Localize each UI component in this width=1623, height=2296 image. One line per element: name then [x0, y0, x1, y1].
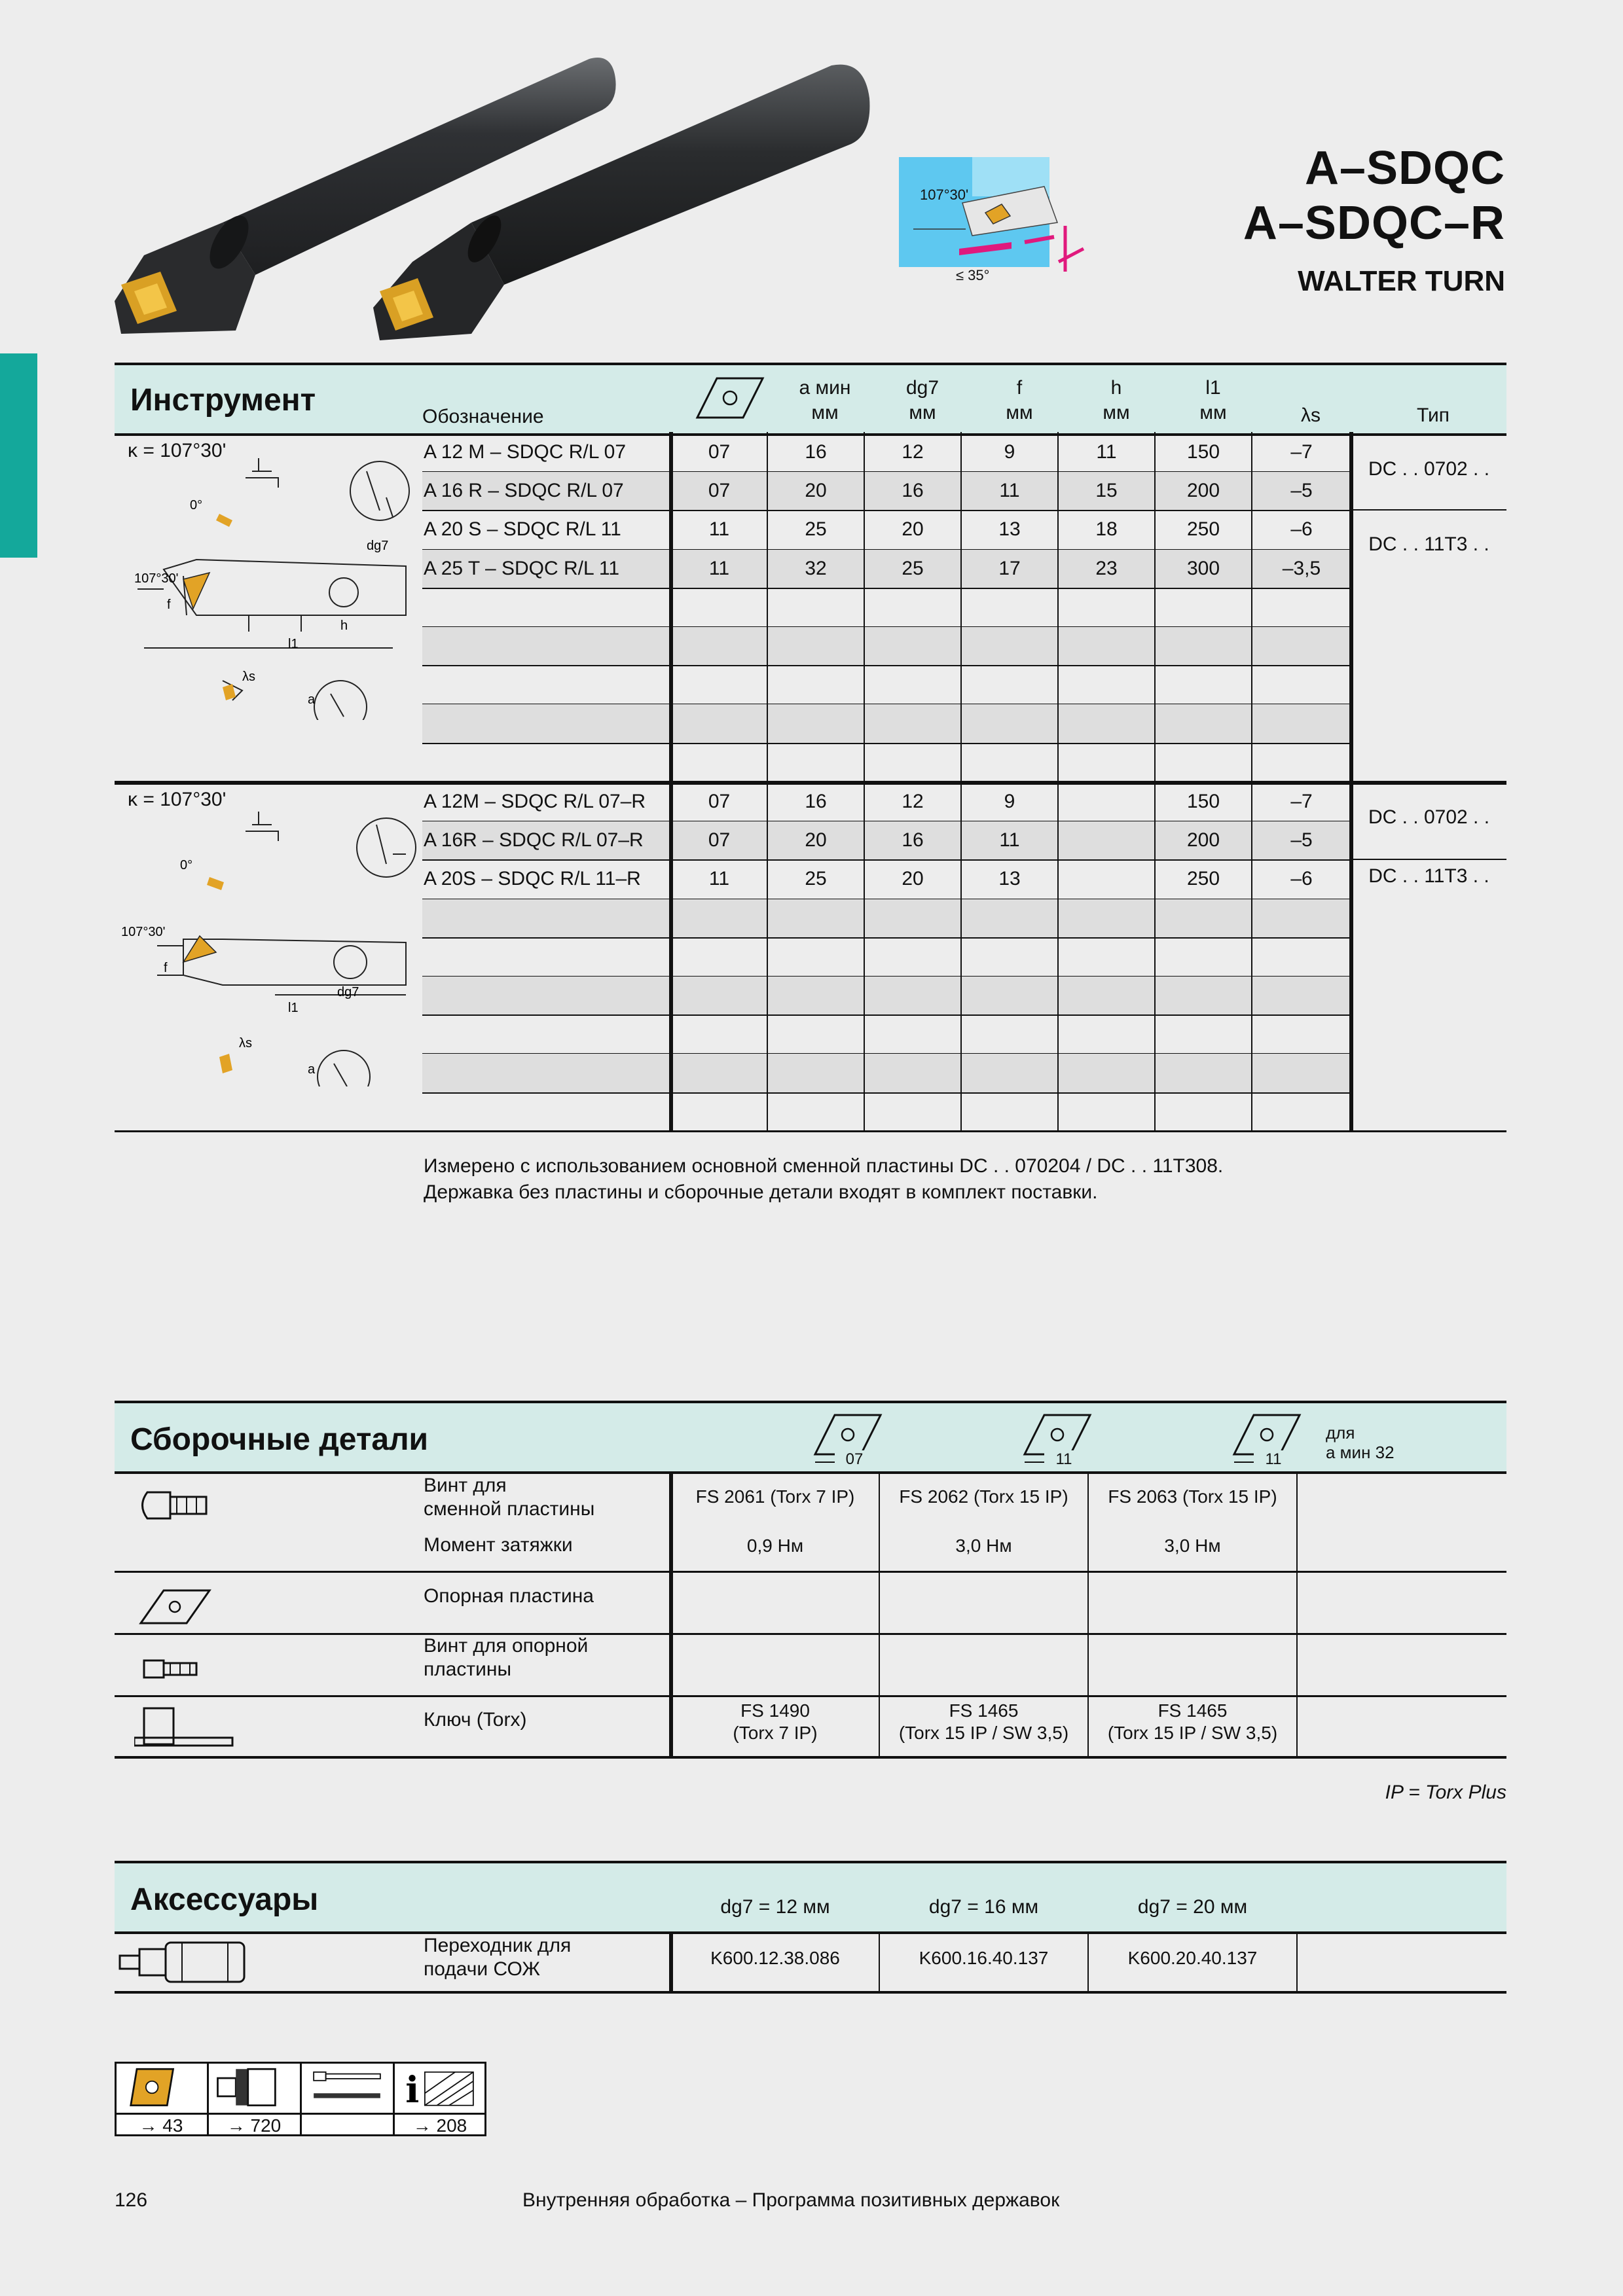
support-screw-icon [134, 1646, 239, 1698]
note-line2: Державка без пластины и сборочные детали входят в комплект поставки. [424, 1181, 1098, 1203]
cell-h [1058, 860, 1155, 898]
assembly-value: FS 1465 (Torx 15 IP / SW 3,5) [898, 1700, 1069, 1743]
cell-f: 9 [1004, 791, 1015, 812]
svg-text:107°30': 107°30' [121, 925, 166, 939]
cell-lambda: –5 [1290, 829, 1313, 852]
cell-a_min: 25 [805, 518, 827, 541]
coolant-adapter-icon [117, 1936, 261, 1988]
cell-l1: 150 [1186, 791, 1220, 812]
cell-lambda: –5 [1290, 480, 1313, 502]
column-divider [879, 1931, 880, 1991]
accessory-column-header: dg7 = 16 мм [928, 1896, 1039, 1918]
insert-size-label: 11 [1044, 1450, 1084, 1469]
svg-text:0°: 0° [190, 498, 203, 512]
schematic-angle-label: 107°30' [920, 187, 969, 203]
schematic-angle2-label: ≤ 35° [956, 267, 990, 283]
holder-reference-icon[interactable] [211, 2063, 297, 2111]
cell-h: 18 [1095, 518, 1118, 541]
row-divider [422, 1014, 1351, 1016]
assembly-row-label: Момент затяжки [424, 1534, 573, 1556]
type-divider [1351, 859, 1506, 860]
assembly-value: FS 2063 (Torx 15 IP) [1108, 1486, 1277, 1507]
col-type: Тип [1416, 404, 1450, 426]
row-divider [422, 937, 1351, 939]
column-divider [1154, 781, 1156, 1132]
assembly-value: FS 1490 (Torx 7 IP) [733, 1700, 818, 1743]
svg-text:f: f [164, 961, 168, 975]
insert-size-label: 07 [835, 1450, 874, 1469]
assembly-section-title: Сборочные детали [130, 1422, 429, 1457]
product-title-line1: A–SDQC [1304, 142, 1505, 194]
row-divider [422, 588, 1351, 589]
cell-size: 07 [708, 480, 731, 502]
insert-type: DC . . 11T3 . . [1368, 533, 1489, 555]
table-row-stripe [422, 1054, 1351, 1092]
cell-size: 11 [708, 518, 730, 541]
cell-a_min: 20 [805, 829, 827, 852]
column-divider [1251, 432, 1252, 782]
product-title [1243, 141, 1505, 251]
svg-text:λs: λs [242, 670, 255, 684]
column-divider [669, 1471, 673, 1756]
tool-designation: A 16R – SDQC R/L 07–R [424, 829, 644, 852]
type-divider [1351, 509, 1506, 511]
row-divider [422, 665, 1351, 666]
tool-designation: A 12M – SDQC R/L 07–R [424, 791, 646, 812]
col-lambda: λs [1301, 404, 1321, 426]
insert-type: DC . . 11T3 . . [1368, 865, 1489, 887]
cell-h: 11 [1096, 441, 1117, 463]
column-divider [864, 781, 865, 1132]
column-divider [1087, 1471, 1089, 1756]
row-divider [115, 1633, 1506, 1635]
cell-h [1058, 821, 1155, 859]
column-divider [879, 1471, 880, 1756]
assembly-row-label: Опорная пластина [424, 1585, 594, 1607]
footer-text: Внутренняя обработка – Программа позитивных державок [522, 2189, 1060, 2211]
tool-drawing-group2 [118, 812, 419, 1086]
cell-a_min: 16 [805, 791, 827, 812]
assembly-row-label: Винт для опорной пластины [424, 1635, 589, 1680]
svg-text:l1: l1 [288, 1001, 299, 1015]
reference-page-link[interactable] [301, 2113, 393, 2136]
col-dg7: dg7 мм [905, 377, 939, 423]
tool-designation: A 20 S – SDQC R/L 11 [424, 518, 621, 541]
column-divider [960, 432, 962, 782]
cell-a_min: 20 [805, 480, 827, 502]
tool-designation: A 12 M – SDQC R/L 07 [424, 441, 627, 463]
column-divider [1251, 781, 1252, 1132]
assembly-row-label: Ключ (Torx) [424, 1709, 527, 1731]
cell-dg7: 16 [902, 480, 924, 502]
column-divider [767, 432, 768, 782]
info-reference-icon[interactable] [397, 2063, 483, 2111]
accessory-value: K600.16.40.137 [919, 1948, 1049, 1968]
column-divider [864, 432, 865, 782]
cell-lambda: –7 [1290, 441, 1313, 463]
cell-a_min: 25 [805, 868, 827, 890]
column-divider [669, 432, 673, 782]
cell-l1: 250 [1186, 868, 1220, 890]
tool-section-title: Инструмент [130, 383, 316, 418]
assembly-table-header [115, 1401, 1506, 1474]
accessory-value: K600.12.38.086 [710, 1948, 840, 1968]
tool-drawing-group1 [118, 458, 419, 720]
accessories-section-title: Аксессуары [130, 1882, 319, 1917]
table-bottom-border [115, 1991, 1506, 1994]
assembly-value: FS 1465 (Torx 15 IP / SW 3,5) [1107, 1700, 1278, 1743]
cell-dg7: 16 [902, 829, 924, 852]
boring-bar-front [373, 65, 869, 340]
cell-size: 11 [708, 868, 730, 890]
cell-l1: 200 [1186, 829, 1220, 852]
reference-divider [393, 2062, 395, 2136]
table-row-stripe [422, 899, 1351, 938]
svg-text:a: a [308, 692, 316, 707]
accessory-value: K600.20.40.137 [1127, 1948, 1258, 1968]
column-divider [960, 781, 962, 1132]
tool-table-header [115, 363, 1506, 436]
svg-text:i: i [405, 2069, 420, 2111]
cell-f: 13 [998, 518, 1021, 541]
svg-text:l1: l1 [288, 637, 299, 651]
cell-l1: 150 [1186, 441, 1220, 463]
assembly-value: 0,9 Нм [746, 1535, 804, 1556]
cell-lambda: –3,5 [1282, 557, 1321, 579]
cell-size: 07 [708, 441, 731, 463]
reference-divider [300, 2062, 302, 2136]
support-plate-icon [134, 1581, 239, 1633]
assembly-row-label: Винт для сменной пластины [424, 1475, 595, 1520]
accessory-column-header: dg7 = 12 мм [720, 1896, 830, 1918]
insert-rhombus-icon [691, 372, 769, 424]
row-divider [115, 1571, 1506, 1573]
insert-type: DC . . 0702 . . [1368, 458, 1490, 480]
cell-lambda: –6 [1290, 518, 1313, 541]
group-separator [115, 781, 1506, 785]
cutting-angle-schematic [894, 151, 1103, 295]
reference-page-link[interactable]: → 208 [393, 2113, 486, 2136]
col-h: h мм [1103, 377, 1130, 423]
section-tab-marker [0, 353, 37, 558]
cell-f: 17 [998, 557, 1021, 579]
column-divider [1349, 781, 1353, 1132]
cell-dg7: 20 [902, 518, 924, 541]
column-divider [1349, 432, 1353, 782]
svg-text:h: h [340, 619, 348, 633]
assembly-value: FS 2061 (Torx 7 IP) [695, 1486, 855, 1507]
cell-dg7: 12 [902, 791, 924, 812]
column-divider [1296, 1471, 1298, 1756]
cell-dg7: 25 [902, 557, 924, 579]
insert-screw-icon [134, 1482, 239, 1535]
table-row-stripe [422, 704, 1351, 743]
row-divider [115, 1695, 1506, 1697]
insert-type: DC . . 0702 . . [1368, 806, 1490, 828]
note-line1: Измерено с использованием основной сменной пластины DC . . 070204 / DC . . 11T308. [424, 1155, 1224, 1177]
reference-page-link[interactable]: → 43 [115, 2113, 208, 2136]
cell-lambda: –6 [1290, 868, 1313, 890]
cell-size: 07 [708, 829, 731, 852]
cell-a_min: 32 [805, 557, 827, 579]
product-title-line2: A–SDQC–R [1243, 197, 1505, 249]
reference-page-link[interactable]: → 720 [208, 2113, 301, 2136]
row-divider [422, 1092, 1351, 1094]
svg-text:dg7: dg7 [367, 539, 389, 553]
svg-text:λs: λs [239, 1036, 252, 1050]
page-number: 126 [115, 2189, 148, 2211]
parts-reference-icon[interactable] [304, 2063, 390, 2111]
insert-size-label: 11 [1254, 1450, 1293, 1469]
table-bottom-border [115, 1130, 1506, 1132]
insert-reference-icon[interactable] [119, 2063, 204, 2111]
svg-text:107°30': 107°30' [134, 571, 179, 586]
cell-h: 23 [1095, 557, 1118, 579]
cell-a_min: 16 [805, 441, 827, 463]
cell-h [1058, 783, 1155, 821]
cell-f: 11 [999, 480, 1020, 502]
cell-f: 9 [1004, 441, 1015, 463]
cell-dg7: 20 [902, 868, 924, 890]
column-divider [1296, 1931, 1298, 1991]
column-divider [767, 781, 768, 1132]
svg-text:a: a [308, 1062, 316, 1077]
column-divider [1154, 432, 1156, 782]
torx-key-icon [134, 1702, 239, 1754]
column-divider [669, 1931, 673, 1991]
group1-kappa: κ = 107°30' [128, 440, 227, 461]
column-divider [669, 781, 673, 1132]
cell-size: 07 [708, 791, 731, 812]
assembly-value: 3,0 Нм [1164, 1535, 1221, 1556]
torx-footnote: IP = Torx Plus [1385, 1782, 1506, 1803]
group2-kappa: κ = 107°30' [128, 789, 227, 810]
reference-divider [207, 2062, 209, 2136]
col-designation: Обозначение [422, 406, 544, 427]
cell-f: 13 [998, 868, 1021, 890]
accessory-column-header: dg7 = 20 мм [1137, 1896, 1248, 1918]
tool-designation: A 20S – SDQC R/L 11–R [424, 868, 641, 890]
cell-lambda: –7 [1290, 791, 1313, 812]
cell-l1: 200 [1186, 480, 1220, 502]
table-row-stripe [422, 627, 1351, 666]
tool-designation: A 16 R – SDQC R/L 07 [424, 480, 624, 502]
column-divider [1087, 1931, 1089, 1991]
tool-designation: A 25 T – SDQC R/L 11 [424, 557, 620, 579]
table-row-stripe [422, 977, 1351, 1015]
svg-text:dg7: dg7 [337, 985, 359, 999]
cell-size: 11 [708, 557, 730, 579]
cell-l1: 300 [1186, 557, 1220, 579]
column-divider [1057, 432, 1059, 782]
accessory-row-label: Переходник для подачи СОЖ [424, 1935, 572, 1980]
assembly-value: 3,0 Нм [955, 1535, 1012, 1556]
svg-text:0°: 0° [180, 858, 193, 872]
col-l1: l1 мм [1199, 377, 1227, 423]
cell-l1: 250 [1186, 518, 1220, 541]
column-divider [1057, 781, 1059, 1132]
col-f: f мм [1006, 377, 1033, 423]
table-bottom-border [115, 1756, 1506, 1759]
svg-text:f: f [167, 598, 171, 612]
product-subtitle: WALTER TURN [1298, 265, 1505, 297]
assembly-value: FS 2062 (Torx 15 IP) [899, 1486, 1068, 1507]
insert-size-extra: для а мин 32 [1326, 1423, 1395, 1462]
col-a-min: a мин мм [799, 377, 851, 423]
row-divider [422, 743, 1351, 744]
tool-photo [105, 26, 890, 353]
cell-h: 15 [1095, 480, 1118, 502]
cell-f: 11 [999, 829, 1020, 852]
cell-dg7: 12 [902, 441, 924, 463]
